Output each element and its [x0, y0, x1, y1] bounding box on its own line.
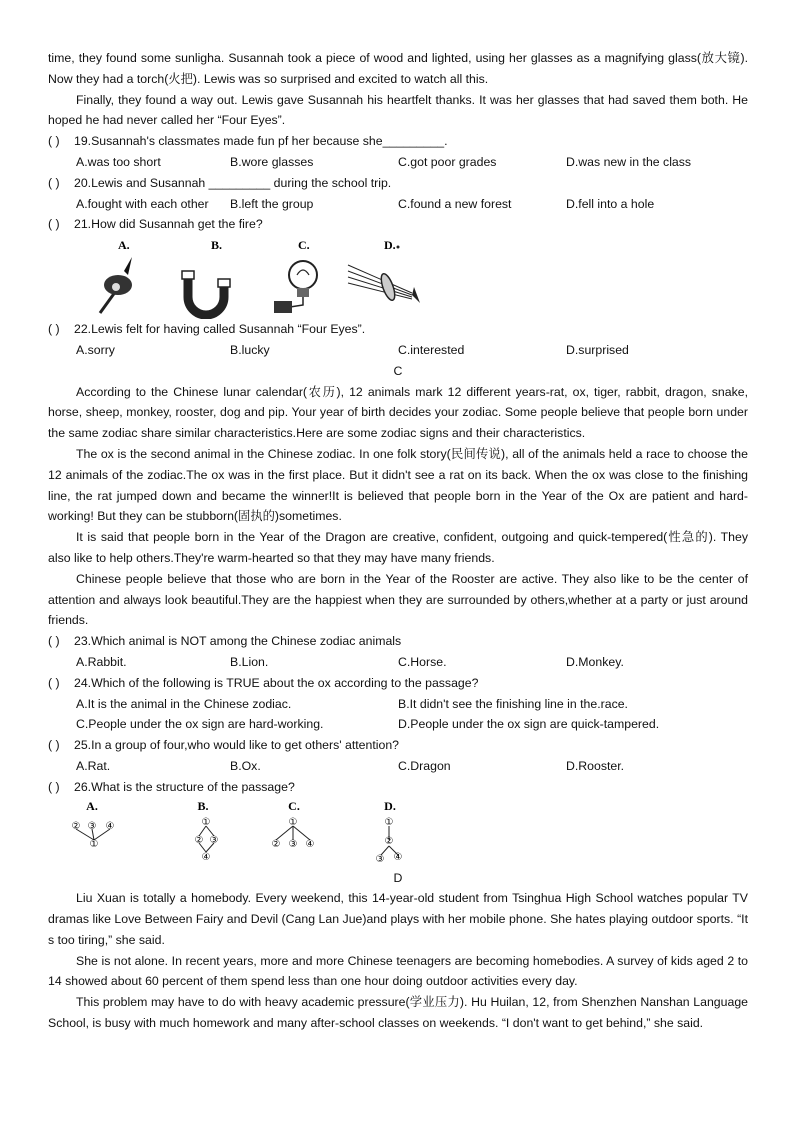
question-22-options: [48, 340, 748, 361]
node-4: ④: [105, 820, 115, 832]
torch-icon: [100, 257, 132, 313]
answer-blank[interactable]: ( ): [48, 779, 60, 794]
passage-b-paragraph-1: time, they found some sunligha. Susannah took a piece of wood and lighted, using her glasses as a magnifying glass(放大镜). Now they had a torch(火把). Lewis was so surprised and excited to watch all this.: [48, 51, 748, 86]
node-1: ①: [384, 816, 394, 828]
diagram-b: [195, 817, 219, 863]
question-19-options: [48, 152, 748, 173]
question-text: 23.Which animal is NOT among the Chinese zodiac animals: [74, 634, 402, 649]
question-25-options: [48, 756, 748, 777]
diagram-c: [272, 817, 315, 850]
passage-b-paragraph-2: Finally, they found a way out. Lewis gave Susannah his heartfelt thanks. It was her glasses that had saved them both. He hoped he had never called her “Four Eyes”.: [48, 92, 748, 128]
node-2: ②: [194, 834, 204, 846]
node-1: ①: [201, 816, 211, 828]
question-20-options: [48, 194, 748, 215]
question-text: 19.Susannah's classmates made fun pf her because she_________.: [74, 134, 448, 149]
option-b[interactable]: B.It didn't see the finishing line in the.race.: [398, 696, 628, 711]
option-c[interactable]: C.Dragon: [398, 758, 451, 773]
node-4: ④: [201, 851, 211, 863]
option-a[interactable]: A.sorry: [76, 342, 115, 357]
question-26-structure-diagrams: [48, 798, 748, 868]
question-25: [48, 735, 748, 756]
option-c[interactable]: C.Horse.: [398, 654, 447, 669]
picture-label-d: D.: [384, 238, 396, 253]
answer-blank[interactable]: ( ): [48, 675, 60, 690]
option-a[interactable]: A.Rabbit.: [76, 654, 127, 669]
question-23: [48, 631, 748, 652]
option-c[interactable]: C.found a new forest: [398, 196, 512, 211]
node-2: ②: [71, 820, 81, 832]
question-24-options-row-1: [48, 694, 748, 715]
option-d[interactable]: D.Rooster.: [566, 758, 625, 773]
answer-blank[interactable]: ( ): [48, 217, 60, 232]
section-d-paragraph-1: Liu Xuan is totally a homebody. Every weekend, this 14-year-old student from Tsinghua High School watches popular TV dramas like Love Between Fairy and Devil (Cang Lan Jue)and plays with her mobile phone. She hates playing outdoor sports. “It s too tiring,” she said.: [48, 891, 748, 947]
diagram-label-d: D.: [384, 798, 396, 813]
option-d[interactable]: D.was new in the class: [566, 154, 692, 169]
magnifying-glass-icon: [348, 246, 420, 304]
exam-page: [48, 48, 748, 1034]
question-21-pictures: [48, 235, 748, 319]
option-d[interactable]: D.People under the ox sign are quick-tampered.: [398, 717, 660, 732]
diagram-label-c: C.: [288, 798, 300, 813]
section-d-paragraph-3: This problem may have to do with heavy academic pressure(学业压力). Hu Huilan, 12, from Shenzhen Nanshan Language School, is busy with much homework and many after-school classes on weekends. “I don't want to get behind,” she said.: [48, 995, 748, 1031]
fire-options-figure: [48, 235, 468, 319]
light-bulb-icon: [274, 261, 317, 313]
diagram-label-a: A.: [86, 798, 98, 813]
answer-blank[interactable]: ( ): [48, 134, 60, 149]
option-b[interactable]: B.wore glasses: [230, 154, 314, 169]
option-c[interactable]: C.interested: [398, 342, 465, 357]
answer-blank[interactable]: ( ): [48, 175, 60, 190]
option-a[interactable]: A.was too short: [76, 154, 161, 169]
option-c[interactable]: C.People under the ox sign are hard-working.: [76, 717, 324, 732]
option-b[interactable]: B.Ox.: [230, 758, 261, 773]
diagram-a: [72, 821, 115, 850]
option-a[interactable]: A.It is the animal in the Chinese zodiac.: [76, 696, 292, 711]
section-d-label: D: [393, 870, 403, 885]
node-4: ④: [393, 851, 403, 863]
option-d[interactable]: D.fell into a hole: [566, 196, 655, 211]
node-2: ②: [271, 838, 281, 850]
section-c-paragraph-1: According to the Chinese lunar calendar(农历), 12 animals mark 12 different years-rat, ox, tiger, rabbit, dragon, snake, horse, sheep, monkey, rooster, dog and pip. Your year of birth decides your zodiac. Some people believe that people born under the same zodiac share similar characteristics.Here are some zodiac signs and their characteristics.: [48, 384, 748, 441]
answer-blank[interactable]: ( ): [48, 738, 60, 753]
section-d-paragraph-2: She is not alone. In recent years, more and more Chinese teenagers are becoming homebodies. A survey of kids aged 2 to 14 showed about 60 percent of them spend less than one hour doing outdoor activities every day.: [48, 953, 748, 989]
magnet-icon: [182, 271, 230, 315]
answer-blank[interactable]: ( ): [48, 634, 60, 649]
question-22: [48, 319, 748, 340]
question-text: 20.Lewis and Susannah _________ during the school trip.: [74, 175, 392, 190]
option-d[interactable]: D.surprised: [566, 342, 629, 357]
node-3: ③: [375, 853, 385, 865]
question-19: [48, 131, 748, 152]
picture-label-c: C.: [298, 238, 310, 253]
node-2: ②: [384, 835, 394, 847]
question-text: 26.What is the structure of the passage?: [74, 779, 295, 794]
node-3: ③: [209, 834, 219, 846]
section-c-paragraph-2: The ox is the second animal in the Chinese zodiac. In one folk story(民间传说), all of the animals held a race to choose the 12 animals of the zodiac.The ox was in the first place. But it didn't see a rat on its back. When the ox was close to the finishing line, the rat jumped down and became the winner!It is believed that people born in the Year of the Ox are patient and hard-working! But they can be stubborn(固执的)sometimes.: [48, 446, 748, 524]
question-24: [48, 673, 748, 694]
diagram-d: [376, 817, 403, 865]
option-a[interactable]: A.Rat.: [76, 758, 111, 773]
option-c[interactable]: C.got poor grades: [398, 154, 497, 169]
question-text: 24.Which of the following is TRUE about the ox according to the passage?: [74, 675, 479, 690]
section-c-paragraph-4: Chinese people believe that those who are born in the Year of the Rooster are active. They also like to be the center of attention and always look beautiful.They are the happiest when they are surrounded by others,whether at a party or just around friends.: [48, 571, 748, 628]
node-4: ④: [305, 838, 315, 850]
question-text: 22.Lewis felt for having called Susannah “Four Eyes”.: [74, 322, 366, 337]
question-text: 25.In a group of four,who would like to get others' attention?: [74, 738, 400, 753]
picture-label-a: A.: [118, 238, 130, 253]
option-b[interactable]: B.left the group: [230, 196, 314, 211]
question-text: 21.How did Susannah get the fire?: [74, 217, 263, 232]
answer-blank[interactable]: ( ): [48, 322, 60, 337]
question-26: [48, 777, 748, 798]
structure-diagrams-figure: [48, 798, 468, 868]
node-3: ③: [87, 820, 97, 832]
question-20: [48, 173, 748, 194]
option-b[interactable]: B.lucky: [230, 342, 270, 357]
section-c-paragraph-3: It is said that people born in the Year of the Dragon are creative, confident, outgoing and quick-tempered(性急的). They also like to help others.They're warm-hearted so that they may have many friends.: [48, 530, 748, 565]
option-b[interactable]: B.Lion.: [230, 654, 269, 669]
option-a[interactable]: A.fought with each other: [76, 196, 209, 211]
node-1: ①: [288, 816, 298, 828]
question-24-options-row-2: [48, 714, 748, 735]
question-21: [48, 214, 748, 235]
node-1: ①: [89, 838, 99, 850]
option-d[interactable]: D.Monkey.: [566, 654, 624, 669]
diagram-label-b: B.: [197, 798, 209, 813]
section-c-label: C: [393, 363, 403, 378]
question-23-options: [48, 652, 748, 673]
picture-label-b: B.: [211, 238, 223, 253]
node-3: ③: [288, 838, 298, 850]
